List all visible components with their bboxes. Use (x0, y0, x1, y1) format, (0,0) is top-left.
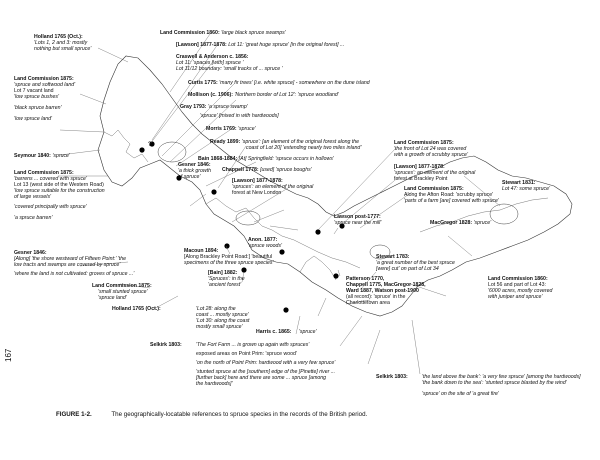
location-dot (333, 273, 338, 278)
figure-number: FIGURE 1-2. (56, 411, 92, 418)
label-holland-1765-b: Holland 1765 (Oct.): (112, 306, 161, 312)
label-stewart-1783: Stewart 1783: 'a great number of the best spruce [were] cut' on part of Lot 34 (376, 254, 455, 273)
label-curtis-1775: Curtis 1775: 'many fir trees' [i.e. white spruce] - somewhere on the dune island (188, 80, 370, 86)
label-land-commission-1875-a: Land Commission 1875: 'spruce and softwood land' Lot 7 vacant land 'low spruce bushes' 'black spruce barren' 'low spruce land' (14, 76, 76, 123)
label-seymour-1840: Seymour 1840: 'spruce' (14, 153, 70, 159)
label-land-commission-1875-d: Land Commission 1875: 'the front of Lot 24 was covered with a growth of scrubby spruce' (394, 140, 468, 159)
label-macgregor-1828: MacGregor 1828: 'spruce' (430, 220, 492, 226)
location-dot (211, 189, 216, 194)
coast-detail-west (104, 130, 148, 162)
label-land-commission-1860-a: Land Commission 1860: 'large black spruce swamps' (160, 30, 286, 36)
page-number: 167 (4, 348, 13, 362)
label-harris-1865: Harris c. 1865: 'spruce' (256, 329, 317, 335)
label-lawson-post-1777: Lawson post-1777: 'spruce near the mill' (334, 214, 382, 227)
label-selkirk-1803-b: Selkirk 1803: (376, 374, 408, 380)
label-selkirk-1803-a-text: 'The Fort Farm ... is grown up again with spruces' exposed areas on Point Prim: 'spruce wood' 'on the north of Point Prim: hardwood with a very few spruce' 'stunted spruce at the [southern] edge of the [Pinette] river ... [further back] here and there are some ... spruce [among the hardwoods]' (196, 342, 336, 388)
label-macoun-1894: Macoun 1894: [Along Brackley Point Road:] 'beautiful specimens of the three spruce species' (184, 248, 274, 267)
label-bain-1868: Bain 1868-1884: [At] Springfield: 'spruce occurs in hollows' (198, 156, 334, 162)
label-land-commission-1860-b: Land Commission 1860: Lot 56 and part of Lot 43: '6000 acres, mostly covered with juniper and spruce' (488, 276, 553, 301)
label-gesner-1846-b: Gesner 1846: 'a thick growth of spruce' (178, 162, 211, 181)
label-stewart-1831: Stewart 1831: Lot 47: some spruce' (502, 180, 550, 193)
label-gray-1793: Gray 1793: 'a spruce swamp' 'spruce' [mixed in with hardwoods] (180, 104, 279, 120)
label-holland-1765-b-text: 'Lot 28: along the coast ... mostly spruce' 'Lot 30: along the coast mostly small spruce' (196, 306, 250, 331)
svg-text:?: ? (148, 142, 152, 148)
label-chappell-1778: Chappell 1778: [used] 'spruce boughs' (222, 167, 312, 173)
label-morris-1769: Morris 1769: 'spruce' (206, 126, 256, 132)
label-land-commission-1875-b: Land Commission 1875: 'barrens ... covered with spruce' Lot 13 (west side of the Western Road) 'low spruce suitable for the construction of large vessels' 'covered principally with spruce' 'a spruce barren' (14, 170, 105, 221)
label-craswell-1856: Craswell & Anderson c. 1856: Lot 11: 'spaces [with] spruce ' Lot 11/12 boundary: 'small tracks of ... spruce ' (176, 54, 283, 73)
label-land-commission-1875-c: Land Commission 1875: 'small stunted spruce' 'spruce land' (92, 283, 152, 302)
label-ready-1899: Ready 1899: 'spruce': [an element of the original forest along the coast of Lot 20] 'extending nearly two miles inland' (210, 139, 362, 152)
label-lawson-1877-a: [Lawson] 1877-1878: Lot 11: 'great huge spruce' [in the original forest] ... (176, 42, 345, 48)
location-dot (279, 249, 284, 254)
figure-caption-text: The geographically-locatable references to spruce species in the records of the British period. (111, 411, 368, 418)
location-dot (283, 307, 288, 312)
label-selkirk-1803-a: Selkirk 1803: (150, 342, 182, 348)
label-bain-1882: [Bain] 1882: 'Spruces': in the 'ancient forest' (208, 270, 245, 289)
label-land-commission-1875-e: Land Commission 1875: Along the Afton Road: 'scrubby spruce' 'parts of a farm [are] covered with spruce' (404, 186, 499, 205)
label-patterson-1770: Patterson 1770, Chappell 1775, MacGregor 1828, Ward 1887, Watson post-1900 (all record): 'spruce' in the Charlottetown area (346, 276, 426, 307)
location-dot (315, 229, 320, 234)
label-gesner-1846-a: Gesner 1846: [Along] 'the shore westward of Fifteen Point:' 'the low tracts and swamps are covered by spruce' 'where the land is not cultivated: groves of spruce ...' (14, 250, 135, 278)
area-outline (490, 204, 518, 224)
area-outline (236, 211, 260, 225)
label-selkirk-1803-b-text: 'the land above the bank': 'a very few spruce' [among the hardwoods] 'the bank down to the sea': 'stunted spruce blasted by the wind' 'spruce' on the site of 'a great fire' (422, 374, 581, 398)
figure-caption (56, 411, 367, 418)
label-mollison-1906: Mollison (c. 1906): 'Northern border of Lot 12': 'spruce woodland' (188, 92, 339, 98)
label-holland-1765-a: Holland 1765 (Oct.): 'Lots 1, 2 and 3: mostly nothing but small spruce' (34, 34, 92, 53)
label-lawson-1877-c: [Lawson] 1877-1878: 'spruces': an element of the original forest at Brackley Point (394, 164, 476, 183)
location-dot (139, 147, 144, 152)
area-outline (158, 142, 186, 162)
label-anon-1877: Anon. 1877: 'spruce woods' (248, 237, 282, 250)
label-lawson-1877-b: [Lawson] 1877-1878: 'spruces': an element of the original forest at New London (232, 178, 314, 197)
